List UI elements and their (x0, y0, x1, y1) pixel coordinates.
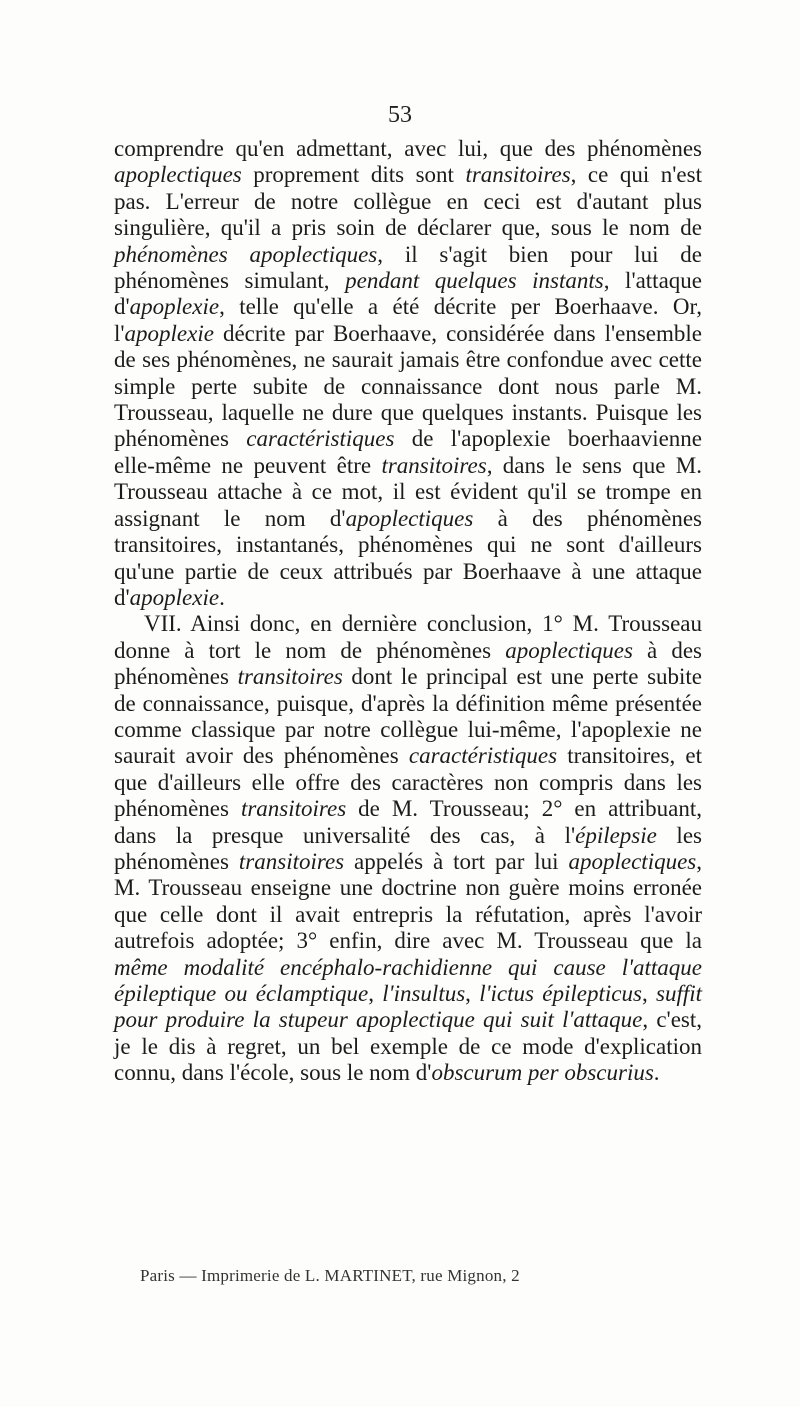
text-run: , dans le sens que M. Trousseau attache à ce mot, il est évident qu'il se trompe en assignant le nom d' (114, 452, 702, 531)
text-run: , il s'agit bien pour lui de phénomènes simulant, (114, 241, 702, 294)
paragraph-2 (114, 611, 702, 1086)
italic-term: transitoires (240, 796, 347, 822)
italic-term: transitoires (238, 848, 345, 874)
italic-term: obscurum per obscurius (431, 1060, 654, 1086)
text-run: , M. Trousseau enseigne une doctrine non guère moins erronée que celle dont il avait entrepris la réfutation, après l'avoir autrefois adoptée; 3° enfin, dire avec M. Trousseau que la (114, 848, 702, 954)
text-run: , telle qu'elle a été décrite per Boerhaave. Or, l' (114, 294, 702, 346)
text-run: . (653, 1060, 660, 1086)
text-run: , (465, 981, 480, 1006)
text-run: transitoires, et que d'ailleurs elle offre des caractères non compris dans les phénomènes (114, 743, 702, 822)
text-run: appelés à tort par lui (344, 848, 569, 874)
paragraph-1 (114, 136, 702, 611)
body-text (114, 136, 702, 1087)
text-run: à des phénomènes transitoires, instantanés, phénomènes qui ne sont d'ailleurs qu'une partie de ceux attribués par Boerhaave à une attaque d' (114, 505, 702, 610)
text-run: , (641, 981, 656, 1006)
italic-term: l'ictus épilepticus (479, 981, 642, 1006)
text-run: , l'attaque d' (114, 268, 702, 320)
text-run: . (219, 584, 225, 610)
text-run: , (368, 981, 383, 1006)
italic-term: apoplectiques (568, 848, 697, 874)
italic-term: caractéristiques (246, 426, 395, 452)
italic-term: apoplectiques (505, 637, 633, 663)
text-run: décrite par Boerhaave, considérée dans l'ensemble de ses phénomènes, ne saurait jamais être confondue avec cette simple perte subite de connaissance dont nous parle M. Trousseau, laquelle ne dure que quelques instants. Puisque les phénomènes (114, 320, 702, 452)
printer-imprint: Paris — Imprimerie de L. MARTINET, rue Mignon, 2 (140, 1266, 520, 1285)
italic-term: même modalité encéphalo-rachidienne qui cause l'attaque épileptique ou éclamptique (114, 954, 702, 1006)
italic-term: apoplexie (124, 320, 214, 346)
italic-term: pendant quelques instants (345, 268, 604, 294)
page-number: 53 (388, 102, 412, 128)
text-run: dont le principal est une perte subite de connaissance, puisque, d'après la définition même présentée comme classique par notre collègue lui-même, l'apoplexie ne saurait avoir des phénomènes (114, 664, 703, 769)
italic-term: transitoires (381, 452, 487, 478)
italic-term: épilepsie (575, 822, 657, 848)
italic-term: apoplexie (129, 294, 220, 320)
text-run: , c'est, je le dis à regret, un bel exemple de ce mode d'explication connu, dans l'école, sous le nom d' (114, 1007, 702, 1086)
text-run: les phénomènes (114, 822, 702, 874)
text-run: , ce qui n'est pas. L'erreur de notre collègue en ceci est d'autant plus singulière, qu'il a pris soin de déclarer que, sous le nom de (114, 162, 702, 241)
italic-term: apoplectiques (114, 162, 242, 188)
text-run: proprement dits sont (241, 162, 466, 188)
italic-term: suffit pour produire la stupeur apoplectique qui suit l'attaque (114, 981, 703, 1033)
italic-term: l'insultus (382, 981, 466, 1006)
italic-term: transitoires (465, 162, 571, 188)
italic-term: apoplexie (129, 584, 220, 610)
italic-term: caractéristiques (408, 743, 558, 769)
italic-term: apoplectiques (345, 505, 474, 531)
italic-term: transitoires (237, 664, 343, 690)
text-run: VII. Ainsi donc, en dernière conclusion, 1° M. Trousseau donne à tort le nom de phénomènes (114, 611, 702, 663)
text-run: à des phénomènes (114, 637, 702, 690)
text-run: de M. Trousseau; 2° en attribuant, dans la presque universalité des cas, à l' (114, 796, 702, 848)
italic-term: phénomènes apoplectiques (114, 241, 378, 267)
text-run: de l'apoplexie boerhaavienne elle-même ne peuvent être (114, 426, 703, 478)
text-run: comprendre qu'en admettant, avec lui, que des phénomènes (114, 136, 702, 161)
